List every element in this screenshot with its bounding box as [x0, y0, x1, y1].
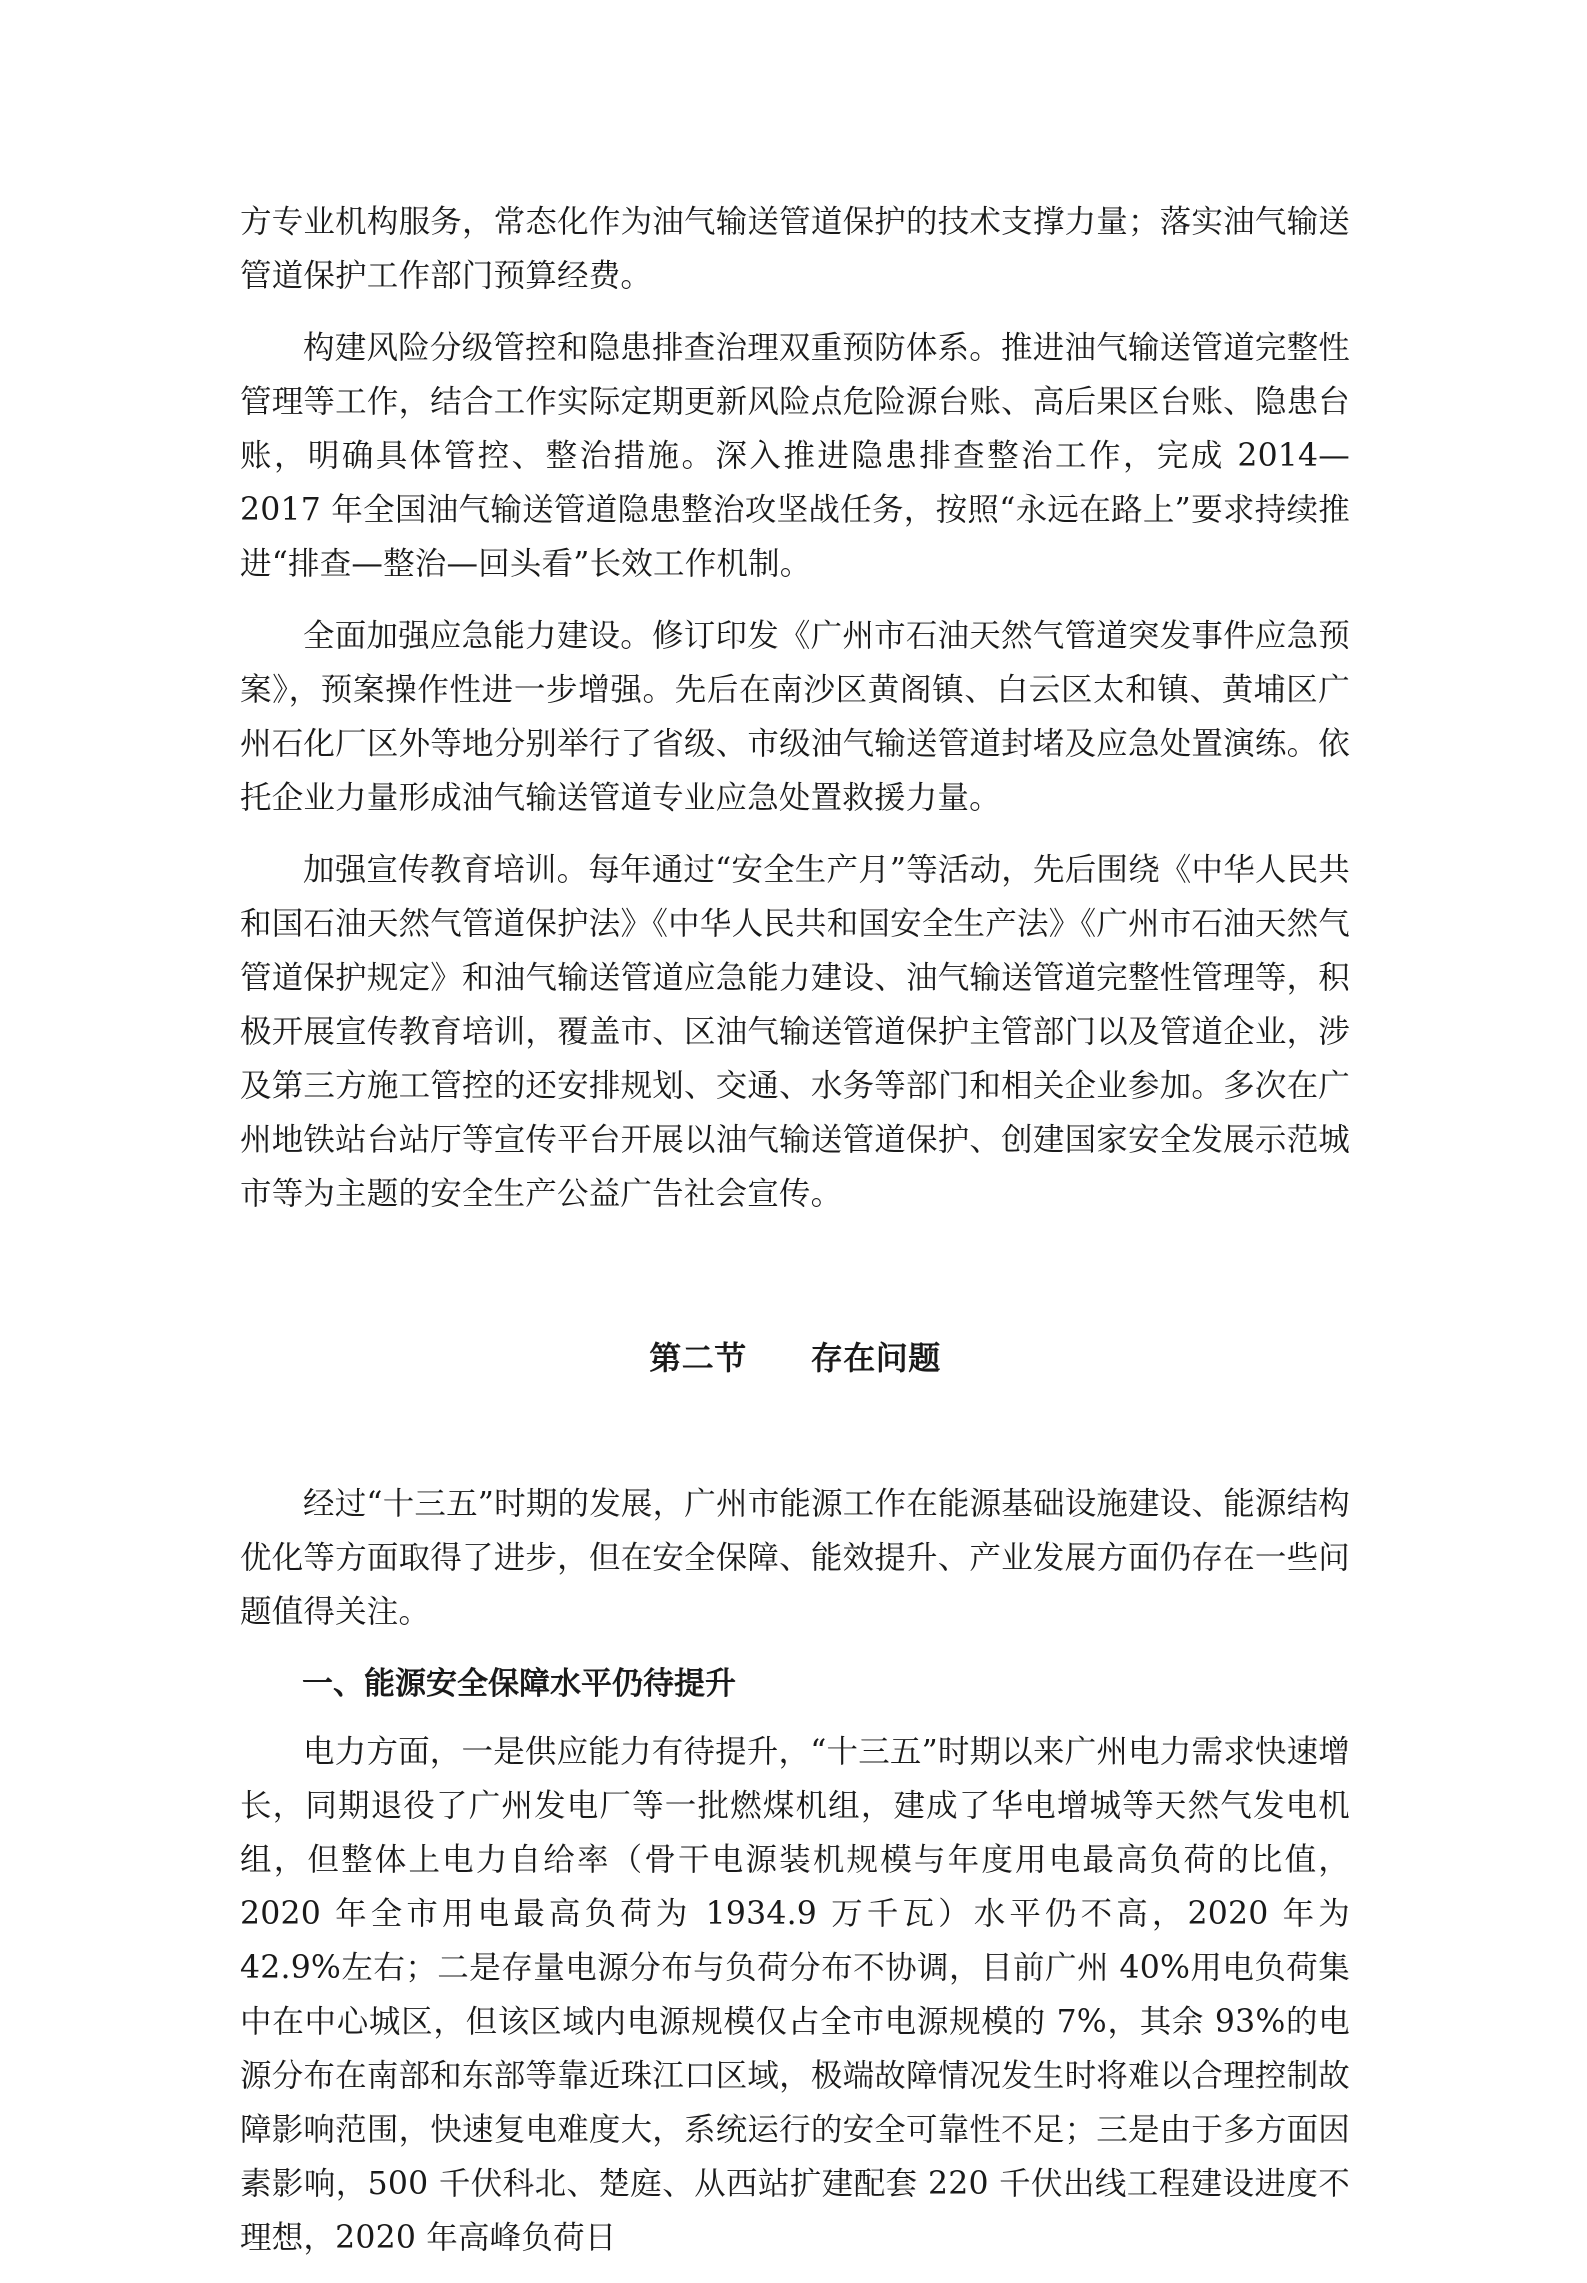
- section-title: 存在问题: [810, 1339, 941, 1377]
- paragraph-section-intro: 经过“十三五”时期的发展，广州市能源工作在能源基础设施建设、能源结构优化等方面取得了进步，但在安全保障、能效提升、产业发展方面仍存在一些问题值得关注。: [240, 1486, 1351, 1630]
- section-heading: [240, 1333, 1350, 1379]
- document-page: [240, 195, 1350, 2283]
- subheading-energy-security: 一、能源安全保障水平仍待提升: [302, 1666, 736, 1702]
- section-number: 第二节: [649, 1339, 747, 1377]
- paragraph-electricity: 电力方面，一是供应能力有待提升，“十三五”时期以来广州电力需求快速增长，同期退役了广州发电厂等一批燃煤机组，建成了华电增城等天然气发电机组，但整体上电力自给率（骨干电源装机规模与年度用电最高负荷的比值，2020 年全市用电最高负荷为 1934.9 万千瓦）水平仍不高，2020 年为 42.9%左右；二是存量电源分布与负荷分布不协调，目前广州 40%用电负荷集中在中心城区，但该区域内电源规模仅占全市电源规模的 7%，其余 93%的电源分布在南部和东部等靠近珠江口区域，极端故障情况发生时将难以合理控制故障影响范围，快速复电难度大，系统运行的安全可靠性不足；三是由于多方面因素影响，500 千伏科北、楚庭、从西站扩建配套 220 千伏出线工程建设进度不理想，2020 年高峰负荷日: [240, 1734, 1351, 2256]
- paragraph-risk-prevention: 构建风险分级管控和隐患排查治理双重预防体系。推进油气输送管道完整性管理等工作，结合工作实际定期更新风险点危险源台账、高后果区台账、隐患台账，明确具体管控、整治措施。深入推进隐患排查整治工作，完成 2014—2017 年全国油气输送管道隐患整治攻坚战任务，按照“永远在路上”要求持续推进“排查—整治—回头看”长效工作机制。: [240, 330, 1350, 582]
- paragraph-publicity-training: 加强宣传教育培训。每年通过“安全生产月”等活动，先后围绕《中华人民共和国石油天然气管道保护法》《中华人民共和国安全生产法》《广州市石油天然气管道保护规定》和油气输送管道应急能力建设、油气输送管道完整性管理等，积极开展宣传教育培训，覆盖市、区油气输送管道保护主管部门以及管道企业，涉及第三方施工管控的还安排规划、交通、水务等部门和相关企业参加。多次在广州地铁站台站厅等宣传平台开展以油气输送管道保护、创建国家安全发展示范城市等为主题的安全生产公益广告社会宣传。: [240, 852, 1351, 1212]
- paragraph-emergency-capacity: 全面加强应急能力建设。修订印发《广州市石油天然气管道突发事件应急预案》，预案操作性进一步增强。先后在南沙区黄阁镇、白云区太和镇、黄埔区广州石化厂区外等地分别举行了省级、市级油气输送管道封堵及应急处置演练。依托企业力量形成油气输送管道专业应急处置救援力量。: [240, 618, 1350, 816]
- paragraph-continuation: 方专业机构服务，常态化作为油气输送管道保护的技术支撑力量；落实油气输送管道保护工作部门预算经费。: [240, 204, 1350, 294]
